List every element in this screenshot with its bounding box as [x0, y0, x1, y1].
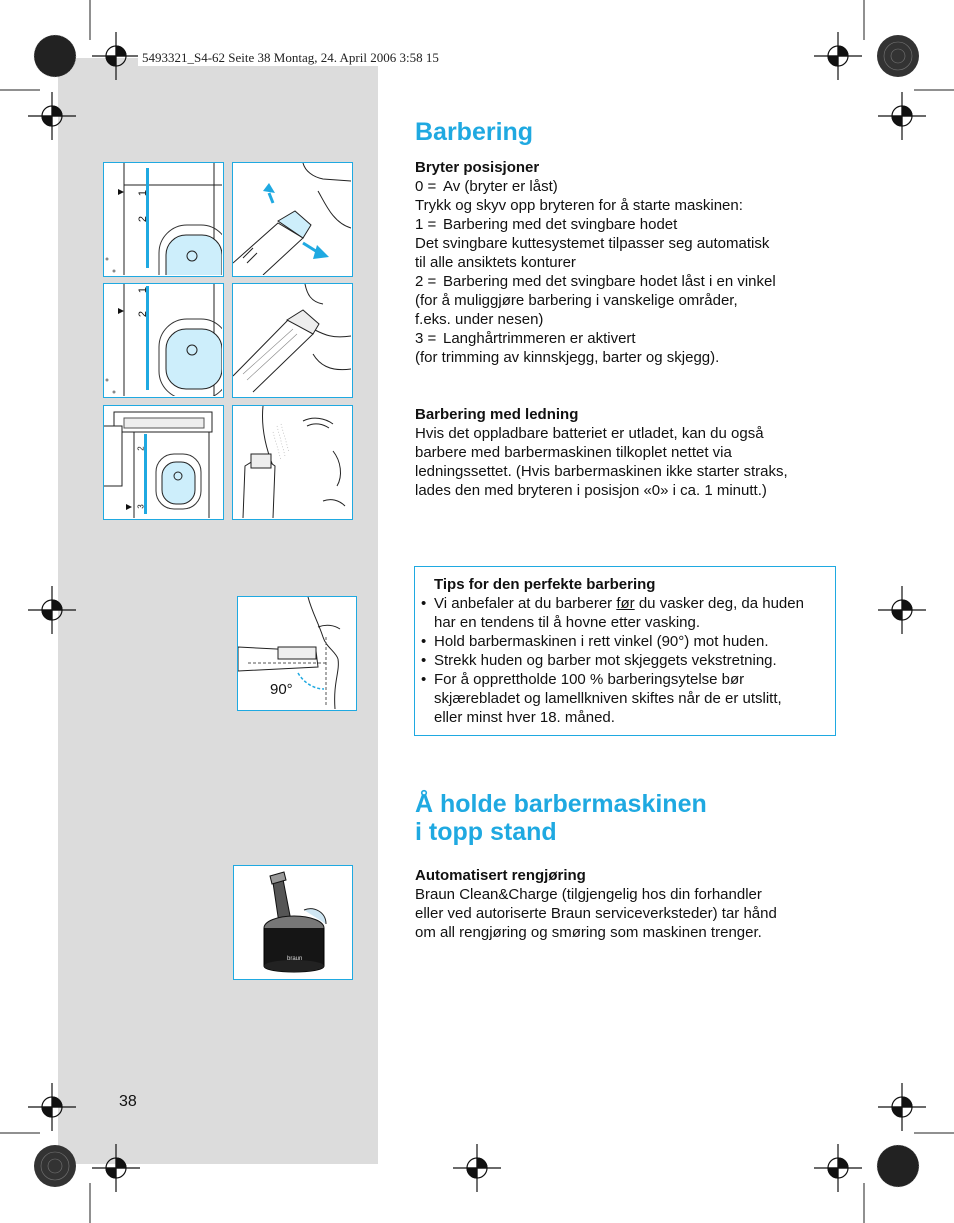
auto-cleaning-block: [415, 866, 777, 942]
tip-item-cont: eller minst hver 18. måned.: [434, 709, 615, 726]
cord-shaving-block: [415, 405, 788, 500]
figure-clean-charge-station: [233, 865, 353, 980]
cord-shaving-heading: Barbering med ledning: [415, 406, 579, 423]
page-number: 38: [119, 1093, 137, 1110]
tips-title: Tips for den perfekte barbering: [434, 576, 656, 593]
switch-positions-block: [415, 158, 776, 367]
switch-item-2: 2 = Barbering med det svingbare hodet låst i en vinkel: [415, 273, 776, 290]
tips-box: [414, 566, 836, 736]
switch-label-2c: 2: [136, 446, 146, 451]
switch-item-2-detail: (for å muliggjøre barbering i vanskelige områder,: [415, 292, 738, 309]
switch-item-2-detail-2: f.eks. under nesen): [415, 311, 544, 328]
cord-line-3: ledningssettet. (Hvis barbermaskinen ikke starter straks,: [415, 463, 788, 480]
figure-long-hair-trimmer: [232, 405, 353, 520]
cord-line-1: Hvis det oppladbare batteriet er utladet, kan du også: [415, 425, 764, 442]
switch-label-2b: 2: [137, 310, 150, 318]
section-title-barbering: Barbering: [415, 118, 534, 146]
tip-item: • For å opprettholde 100 % barberingsytelse bør: [421, 671, 745, 688]
tip-item-cont: har en tendens til å hovne etter vasking.: [434, 614, 701, 631]
tip-item: • Hold barbermaskinen i rett vinkel (90°) mot huden.: [421, 633, 769, 650]
auto-cleaning-line-1: Braun Clean&Charge (tilgjengelig hos din forhandler: [415, 886, 762, 903]
print-imprint: 5493321_S4-62 Seite 38 Montag, 24. April 2006 3:58 15: [138, 50, 443, 66]
figure-switch-position-1: [103, 162, 224, 277]
auto-cleaning-heading: Automatisert rengjøring: [415, 867, 586, 884]
switch-item-1: 1 = Barbering med det svingbare hodet: [415, 216, 678, 233]
switch-item-3: 3 = Langhårtrimmeren er aktivert: [415, 330, 636, 347]
angle-label: 90°: [270, 681, 293, 698]
switch-label-1: 1: [137, 189, 150, 197]
switch-label-2: 2: [137, 215, 150, 223]
figure-90-degree-angle: [237, 596, 357, 711]
switch-item-1-detail-2: til alle ansiktets konturer: [415, 254, 576, 271]
auto-cleaning-line-3: om all rengjøring og smøring som maskinen trenger.: [415, 924, 762, 941]
auto-cleaning-line-2: eller ved autoriserte Braun serviceverksteder) tar hånd: [415, 905, 777, 922]
switch-label-3: 3: [136, 504, 146, 509]
figure-switch-position-2: [103, 283, 224, 398]
switch-item-0: 0 = Av (bryter er låst): [415, 178, 558, 195]
switch-item-1-detail: Det svingbare kuttesystemet tilpasser seg automatisk: [415, 235, 770, 252]
tip-item: • Vi anbefaler at du barberer før du vasker deg, da huden: [421, 595, 804, 612]
figure-locked-head-shaving: [232, 283, 353, 398]
figure-switch-position-3: [103, 405, 224, 520]
brand-logo: braun: [287, 956, 303, 962]
section-title-maintenance: Å holde barbermaskinen i topp stand: [415, 790, 707, 846]
tip-item: • Strekk huden og barber mot skjeggets vekstretning.: [421, 652, 777, 669]
cord-line-4: lades den med bryteren i posisjon «0» i ca. 1 minutt.): [415, 482, 767, 499]
tip-item-cont: skjærebladet og lamellkniven skiftes når de er utslitt,: [434, 690, 782, 707]
figure-swing-head-shaving: [232, 162, 353, 277]
switch-item-0-detail: Trykk og skyv opp bryteren for å starte maskinen:: [415, 197, 743, 214]
cord-line-2: barbere med barbermaskinen tilkoplet nettet via: [415, 444, 732, 461]
switch-item-3-detail: (for trimming av kinnskjegg, barter og skjegg).: [415, 349, 720, 366]
switch-label-1b: 1: [137, 286, 150, 294]
switch-positions-heading: Bryter posisjoner: [415, 159, 540, 176]
